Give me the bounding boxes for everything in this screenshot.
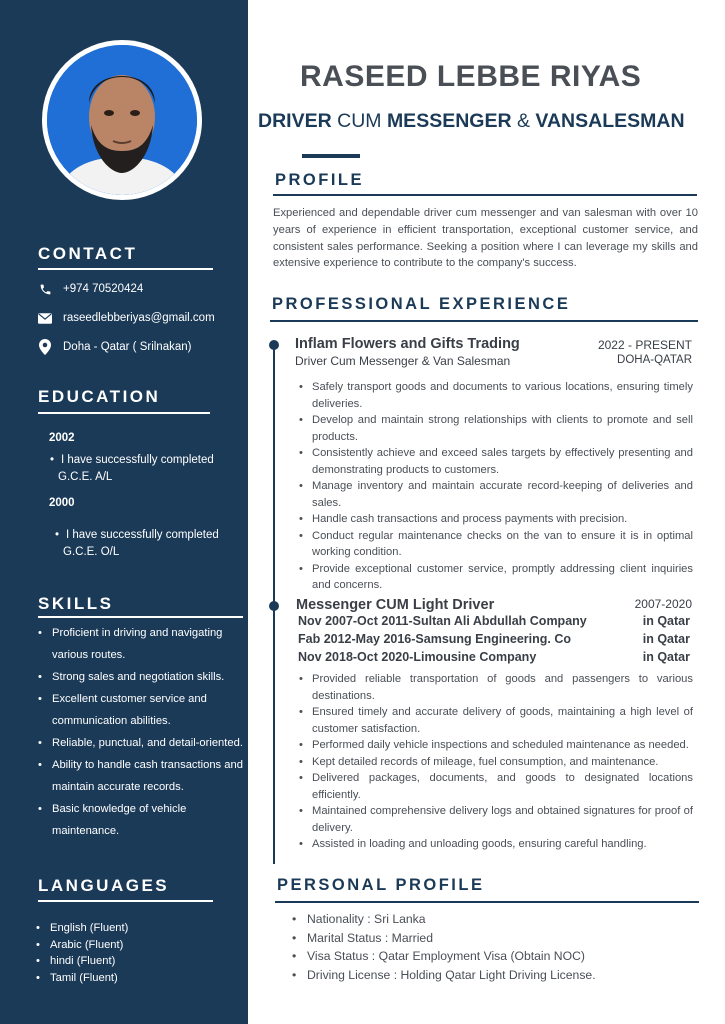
contact-divider xyxy=(38,268,213,270)
personal-item: • Marital Status : Married xyxy=(290,929,596,948)
languages-list xyxy=(36,920,128,986)
phone-number[interactable]: +974 70520424 xyxy=(63,283,144,295)
personal-profile-heading: PERSONAL PROFILE xyxy=(277,876,485,894)
contact-heading: CONTACT xyxy=(38,244,138,263)
duty-item: • Handle cash transactions and process payments with precision. xyxy=(297,511,693,528)
bullet-icon: • xyxy=(50,454,55,466)
skills-divider xyxy=(38,616,243,618)
education-entry-1-line1: I have successfully completed xyxy=(61,454,214,466)
skill-item: • Basic knowledge of vehicle maintenance. xyxy=(38,798,243,842)
employer-row xyxy=(298,632,690,646)
employer-row xyxy=(298,614,690,628)
duty-item: • Conduct regular maintenance checks on the van to ensure it is in optimal working condition. xyxy=(297,528,693,561)
skill-item: • Strong sales and negotiation skills. xyxy=(38,666,243,688)
education-year-1: 2002 xyxy=(49,432,75,444)
duty-item: • Assisted in loading and unloading goods, ensuring careful handling. xyxy=(297,836,693,853)
language-item: • English (Fluent) xyxy=(36,920,128,937)
duty-item: • Delivered packages, documents, and goods to designated locations efficiently. xyxy=(297,770,693,803)
education-heading: EDUCATION xyxy=(38,387,161,406)
education-entry-2-line1: I have successfully completed xyxy=(66,529,219,541)
profile-divider xyxy=(273,194,697,196)
skill-item: • Excellent customer service and communication abilities. xyxy=(38,688,243,732)
contact-location xyxy=(38,340,191,354)
job1-duties xyxy=(297,379,693,594)
duty-item: • Manage inventory and maintain accurate record-keeping of deliveries and sales. xyxy=(297,478,693,511)
duty-item: • Develop and maintain strong relationships with clients to promote and sell products. xyxy=(297,412,693,445)
job-title-part: & xyxy=(511,110,536,132)
duty-item: • Safely transport goods and documents to various locations, ensuring timely deliveries. xyxy=(297,379,693,412)
envelope-icon xyxy=(38,311,52,325)
duty-item: • Consistently achieve and exceed sales targets by effectively presenting and demonstrating products to customers. xyxy=(297,445,693,478)
skills-heading: SKILLS xyxy=(38,594,114,613)
education-entry-2 xyxy=(55,527,219,561)
job1-company: Inflam Flowers and Gifts Trading xyxy=(295,336,520,352)
personal-profile-divider xyxy=(275,901,699,903)
duty-item: • Provided reliable transportation of goods and passengers to various destinations. xyxy=(297,671,693,704)
duty-item: • Kept detailed records of mileage, fuel consumption, and maintenance. xyxy=(297,754,693,771)
job1-role: Driver Cum Messenger & Van Salesman xyxy=(295,354,511,368)
job-title-part: CUM xyxy=(331,110,387,132)
contact-email xyxy=(38,311,215,325)
job-title-part: DRIVER xyxy=(258,110,332,132)
language-item: • Tamil (Fluent) xyxy=(36,970,128,987)
phone-icon xyxy=(38,282,52,296)
duty-item: • Provide exceptional customer service, promptly addressing client inquiries and concerns. xyxy=(297,561,693,594)
location-pin-icon xyxy=(38,340,52,354)
education-year-2: 2000 xyxy=(49,497,75,509)
contact-phone xyxy=(38,282,143,296)
personal-item: • Visa Status : Qatar Employment Visa (Obtain NOC) xyxy=(290,947,596,966)
sidebar xyxy=(0,0,248,1024)
job2-period: 2007-2020 xyxy=(634,597,692,611)
employer-place: in Qatar xyxy=(642,632,690,646)
duty-item: • Maintained comprehensive delivery logs and obtained signatures for proof of delivery. xyxy=(297,803,693,836)
employer-name: Fab 2012-May 2016-Samsung Engineering. Co xyxy=(298,632,571,646)
employer-name: Nov 2007-Oct 2011-Sultan Ali Abdullah Company xyxy=(298,614,587,628)
location-text: Doha - Qatar ( Srilnakan) xyxy=(63,341,192,353)
job-title xyxy=(258,110,685,133)
education-entry-2-line2: G.C.E. O/L xyxy=(63,546,120,558)
profile-summary: Experienced and dependable driver cum messenger and van salesman with over 10 years of experience in efficient transportation, exceptional customer service, and consistent sales performance. Seeking a position where I can leverage my skills and extensive experience to contribute to the company's success. xyxy=(273,207,698,270)
education-entry-1 xyxy=(50,452,214,486)
experience-heading: PROFESSIONAL EXPERIENCE xyxy=(272,295,571,313)
skills-list xyxy=(38,622,243,842)
job1-period: 2022 - PRESENT xyxy=(597,338,692,352)
profile-heading: PROFILE xyxy=(275,171,365,189)
timeline-dot xyxy=(269,340,279,350)
experience-divider xyxy=(270,320,698,322)
skill-item: • Proficient in driving and navigating various routes. xyxy=(38,622,243,666)
profile-photo-frame xyxy=(42,40,202,200)
skill-item: • Ability to handle cash transactions and maintain accurate records. xyxy=(38,754,243,798)
skill-item: • Reliable, punctual, and detail-oriented. xyxy=(38,732,243,754)
personal-item: • Driving License : Holding Qatar Light Driving License. xyxy=(290,966,596,985)
employer-name: Nov 2018-Oct 2020-Limousine Company xyxy=(298,650,537,664)
job2-duties xyxy=(297,671,693,853)
job2-title: Messenger CUM Light Driver xyxy=(296,597,495,613)
languages-divider xyxy=(38,900,213,902)
email-address[interactable]: raseedlebberiyas@gmail.com xyxy=(63,312,215,324)
title-underline xyxy=(302,154,360,158)
job-title-part: MESSENGER xyxy=(386,110,512,132)
profile-photo xyxy=(47,45,197,195)
education-entry-1-line2: G.C.E. A/L xyxy=(58,471,113,483)
duty-item: • Performed daily vehicle inspections and scheduled maintenance as needed. xyxy=(297,737,693,754)
job1-location: DOHA-QATAR xyxy=(617,354,692,366)
duty-item: • Ensured timely and accurate delivery of goods, maintaining a high level of customer satisfaction. xyxy=(297,704,693,737)
personal-profile-list xyxy=(290,910,596,984)
timeline-dot xyxy=(269,601,279,611)
employer-place: in Qatar xyxy=(642,614,690,628)
bullet-icon: • xyxy=(55,529,60,541)
personal-item: • Nationality : Sri Lanka xyxy=(290,910,596,929)
employer-place: in Qatar xyxy=(642,650,690,664)
language-item: • hindi (Fluent) xyxy=(36,953,128,970)
languages-heading: LANGUAGES xyxy=(38,876,170,895)
education-divider xyxy=(38,412,210,414)
employer-row xyxy=(298,650,690,664)
language-item: • Arabic (Fluent) xyxy=(36,937,128,954)
candidate-name: RASEED LEBBE RIYAS xyxy=(300,60,642,93)
job-title-part: VANSALESMAN xyxy=(535,110,685,132)
